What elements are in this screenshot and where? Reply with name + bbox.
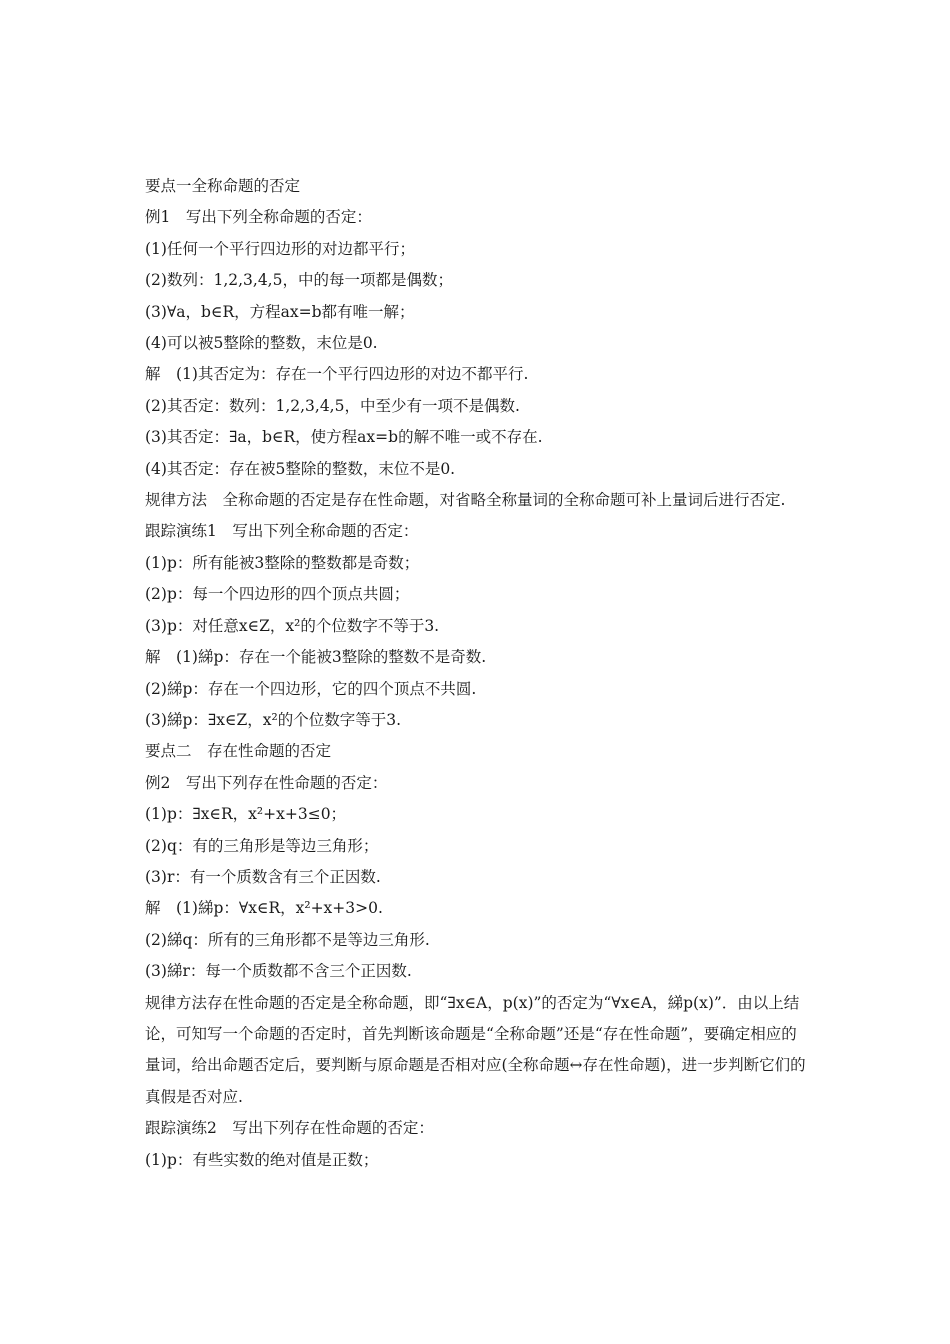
example-2-item-3: (3)r：有一个质数含有三个正因数. [145,867,381,886]
practice-1-item-3: (3)p：对任意x∈Z，x²的个位数字不等于3. [145,616,440,635]
practice-1-solution-3: (3)綈p：∃x∈Z，x²的个位数字等于3. [145,710,402,729]
example-1-solution-3: (3)其否定：∃a，b∈R，使方程ax=b的解不唯一或不存在. [145,428,543,447]
example-2-solution-3: (3)綈r：每一个质数都不含三个正因数. [145,962,412,981]
example-1-item-2: (2)数列：1,2,3,4,5，中的每一项都是偶数； [145,271,453,290]
example-1-solution-1: 解 (1)其否定为：存在一个平行四边形的对边不都平行. [145,365,529,384]
example-1-solution-4: (4)其否定：存在被5整除的整数，末位不是0. [145,459,456,478]
example-2-item-2: (2)q：有的三角形是等边三角形； [145,836,379,855]
example-1-solution-2: (2)其否定：数列：1,2,3,4,5，中至少有一项不是偶数. [145,396,520,415]
practice-1-solution-2: (2)綈p：存在一个四边形，它的四个顶点不共圆. [145,679,477,698]
document-body [145,171,810,1176]
example-1-prompt: 例1 写出下列全称命题的否定： [145,208,372,227]
section-heading-2: 要点二 存在性命题的否定 [145,742,332,761]
example-2-prompt: 例2 写出下列存在性命题的否定： [145,773,388,792]
practice-1-item-2: (2)p：每一个四边形的四个顶点共圆； [145,585,410,604]
practice-2-item-1: (1)p：有些实数的绝对值是正数； [145,1150,379,1169]
method-note-2: 规律方法存在性命题的否定是全称命题，即“∃x∈A，p(x)”的否定为“∀x∈A，綈p(x)”．由以上结论，可知写一个命题的否定时，首先判断该命题是“全称命题”还是“存在性命题”，要确定相应的量词，给出命题否定后，要判断与原命题是否相对应(全称命题↔存在性命题)，进一步判断它们的真假是否对应. [145,993,806,1106]
practice-2-prompt: 跟踪演练2 写出下列存在性命题的否定： [145,1119,434,1138]
example-1-item-3: (3)∀a，b∈R，方程ax=b都有唯一解； [145,302,415,321]
example-1-item-1: (1)任何一个平行四边形的对边都平行； [145,239,415,258]
practice-1-solution-1: 解 (1)綈p：存在一个能被3整除的整数不是奇数. [145,648,487,667]
practice-1-item-1: (1)p：所有能被3整除的整数都是奇数； [145,553,420,572]
example-1-item-4: (4)可以被5整除的整数，末位是0. [145,334,378,353]
section-heading-1: 要点一全称命题的否定 [145,177,301,195]
method-note-1: 规律方法 全称命题的否定是存在性命题，对省略全称量词的全称命题可补上量词后进行否定. [145,491,786,510]
example-2-item-1: (1)p：∃x∈R，x²+x+3≤0； [145,805,347,824]
practice-1-prompt: 跟踪演练1 写出下列全称命题的否定： [145,522,419,541]
example-2-solution-2: (2)綈q：所有的三角形都不是等边三角形. [145,930,430,949]
example-2-solution-1: 解 (1)綈p：∀x∈R，x²+x+3>0. [145,899,383,918]
